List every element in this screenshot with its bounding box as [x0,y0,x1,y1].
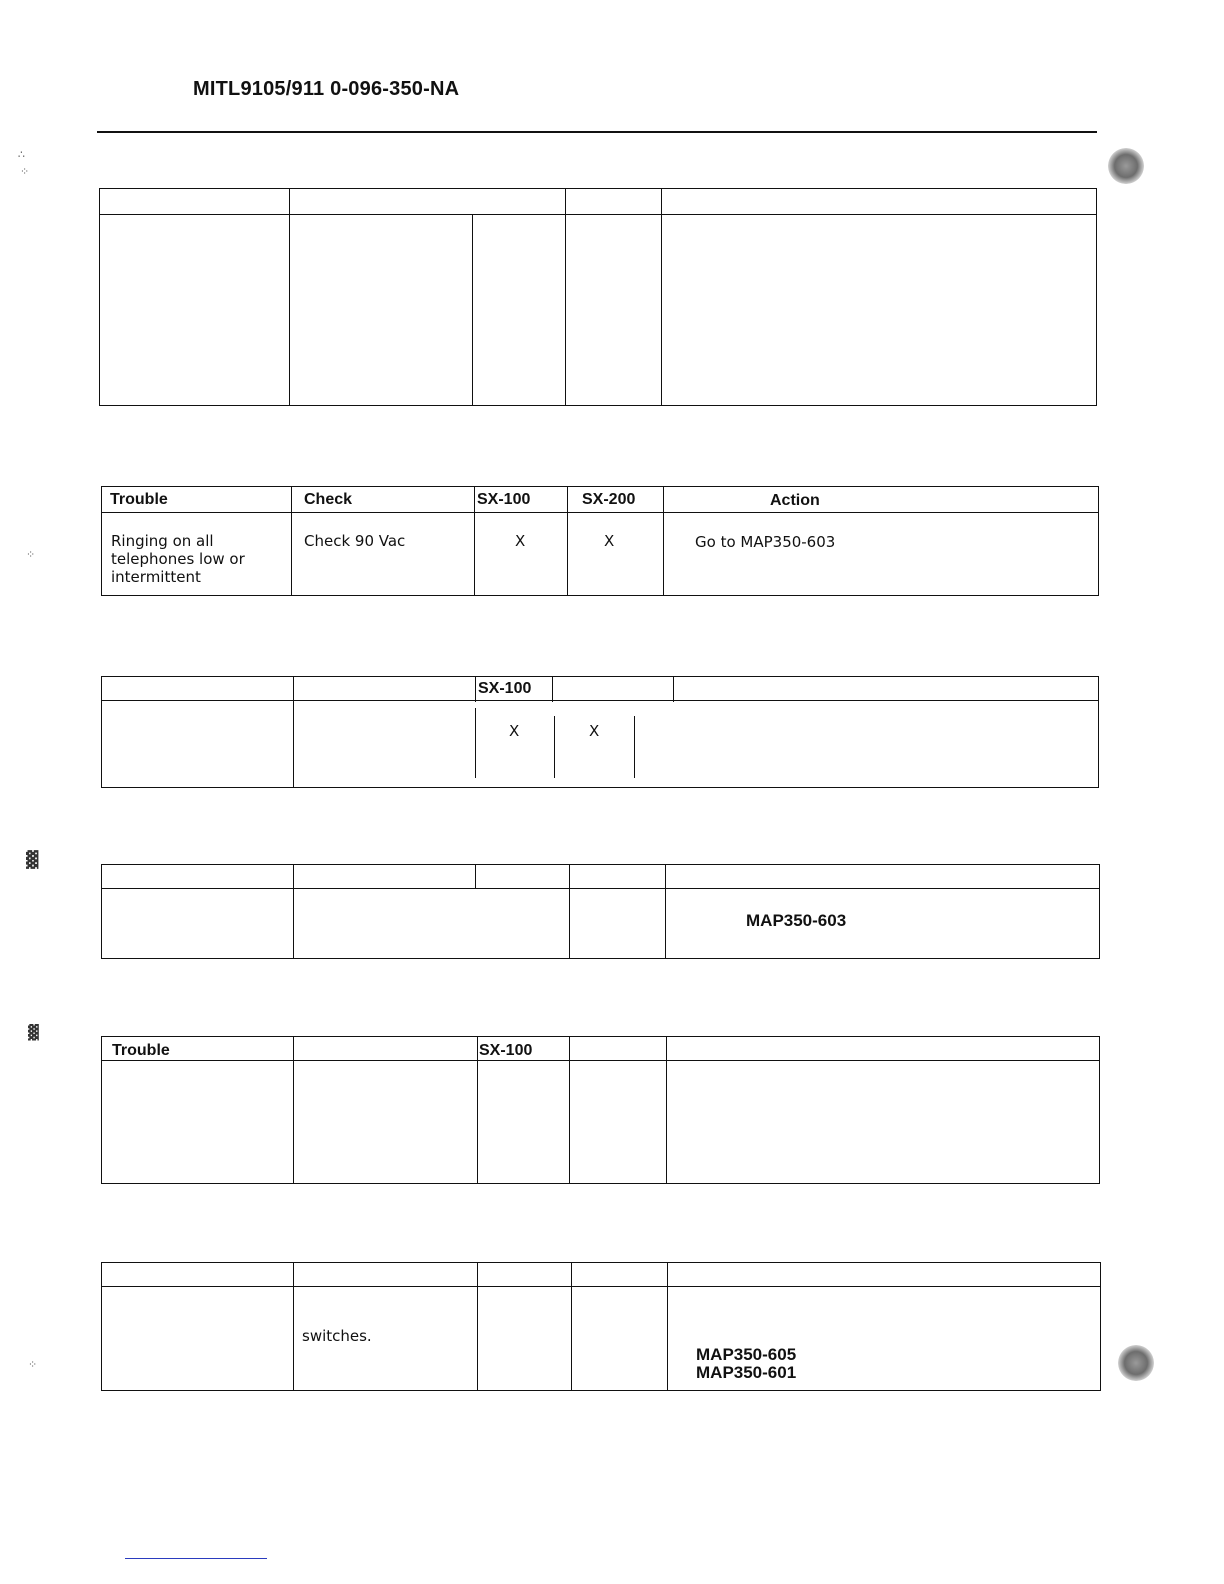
column-header-action: Action [770,492,820,509]
sx200-mark: X [604,532,615,550]
column-header-sx100: SX-100 [478,680,532,697]
sx100-mark: X [515,532,526,550]
column-header-trouble: Trouble [110,491,168,508]
action-line-1: MAP350-605 [696,1345,797,1364]
table-2 [101,486,1099,596]
column-header-trouble: Trouble [112,1042,170,1059]
scan-mark-3: ⁘ [26,548,36,561]
column-header-sx100: SX-100 [477,491,531,508]
action-value: Go to MAP350-603 [695,533,836,551]
sx200-mark: X [589,722,600,740]
scan-mark-6: ⁘ [28,1358,38,1371]
action-line-2: MAP350-601 [696,1363,797,1382]
check-value: Check 90 Vac [304,532,406,550]
column-header-check: Check [304,491,353,508]
table-6 [101,1262,1101,1391]
scan-mark-5: ▓ [28,1025,39,1041]
trouble-line-2: telephones low or [111,550,245,568]
trouble-line-3: intermittent [111,568,201,586]
scan-mark-4: ▓ [26,850,39,869]
column-header-sx200: SX-200 [582,491,636,508]
trouble-line-1: Ringing on all [111,532,214,550]
table-5 [101,1036,1100,1184]
check-value: switches. [302,1327,372,1345]
sx100-mark: X [509,722,520,740]
scan-mark-2: ⁘ [20,165,30,178]
table-4 [101,864,1100,959]
punch-hole-top [1108,148,1144,184]
column-header-sx100: SX-100 [479,1042,533,1059]
action-value: MAP350-603 [746,911,847,930]
table-1 [99,188,1097,406]
punch-hole-bottom [1118,1345,1154,1381]
table-3 [101,676,1099,788]
header-rule [97,131,1097,133]
footer-link-line [125,1558,267,1559]
document-id: MITL9105/911 0-096-350-NA [193,78,460,100]
scan-mark-1: ∴ [18,148,25,161]
